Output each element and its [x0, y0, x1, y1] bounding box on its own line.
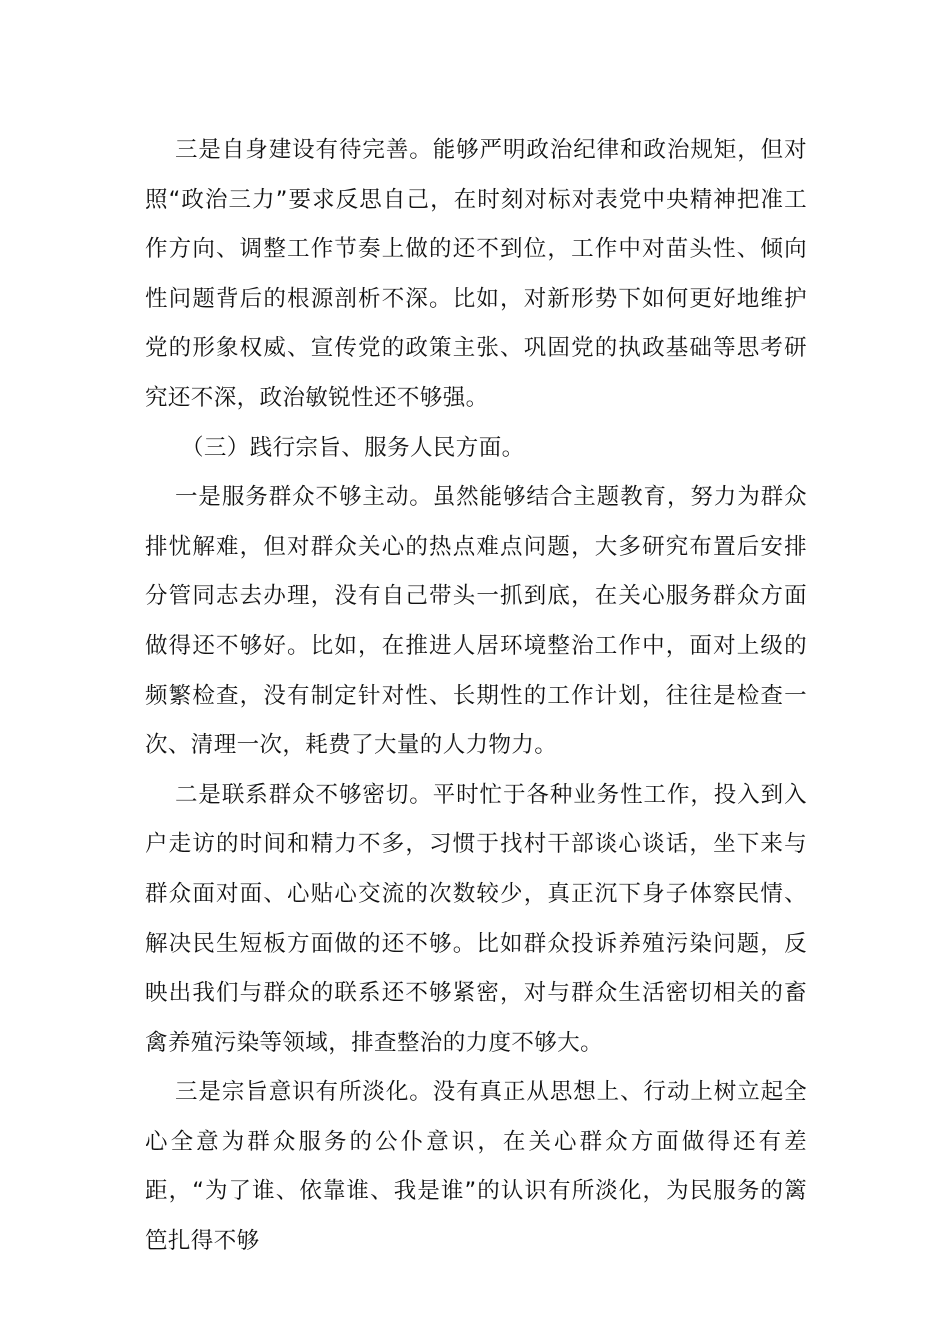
paragraph-contact-masses: 二是联系群众不够密切。平时忙于各种业务性工作，投入到入户走访的时间和精力不多，习惯于找村干部谈心谈话，坐下来与群众面对面、心贴心交流的次数较少，真正沉下身子体察民情、解决民生短板方面做的还不够。比如群众投诉养殖污染问题，反映出我们与群众的联系还不够紧密，对与群众生活密切相关的畜禽养殖污染等领域，排查整治的力度不够大。 [145, 781, 807, 1056]
paragraph-self-building: 三是自身建设有待完善。能够严明政治纪律和政治规矩，但对照“政治三力”要求反思自己，在时刻对标对表党中央精神把准工作方向、调整工作节奏上做的还不到位，工作中对苗头性、倾向性问题背后的根源剖析不深。比如，对新形势下如何更好地维护党的形象权威、宣传党的政策主张、巩固党的执政基础等思考研究还不深，政治敏锐性还不够强。 [145, 137, 807, 411]
paragraph-purpose-awareness: 三是宗旨意识有所淡化。没有真正从思想上、行动上树立起全心全意为群众服务的公仆意识，在关心群众方面做得还有差距，“为了谁、依靠谁、我是谁”的认识有所淡化，为民服务的篱笆扎得不够 [145, 1079, 807, 1255]
section-heading-serve-people: （三）践行宗旨、服务人民方面。 [181, 434, 525, 461]
paragraph-serve-masses: 一是服务群众不够主动。虽然能够结合主题教育，努力为群众排忧解难，但对群众关心的热点难点问题，大多研究布置后安排分管同志去办理，没有自己带头一抓到底，在关心服务群众方面做得还不够好。比如，在推进人居环境整治工作中，面对上级的频繁检查，没有制定针对性、长期性的工作计划，往往是检查一次、清理一次，耗费了大量的人力物力。 [145, 484, 807, 759]
document-body [145, 126, 807, 1267]
